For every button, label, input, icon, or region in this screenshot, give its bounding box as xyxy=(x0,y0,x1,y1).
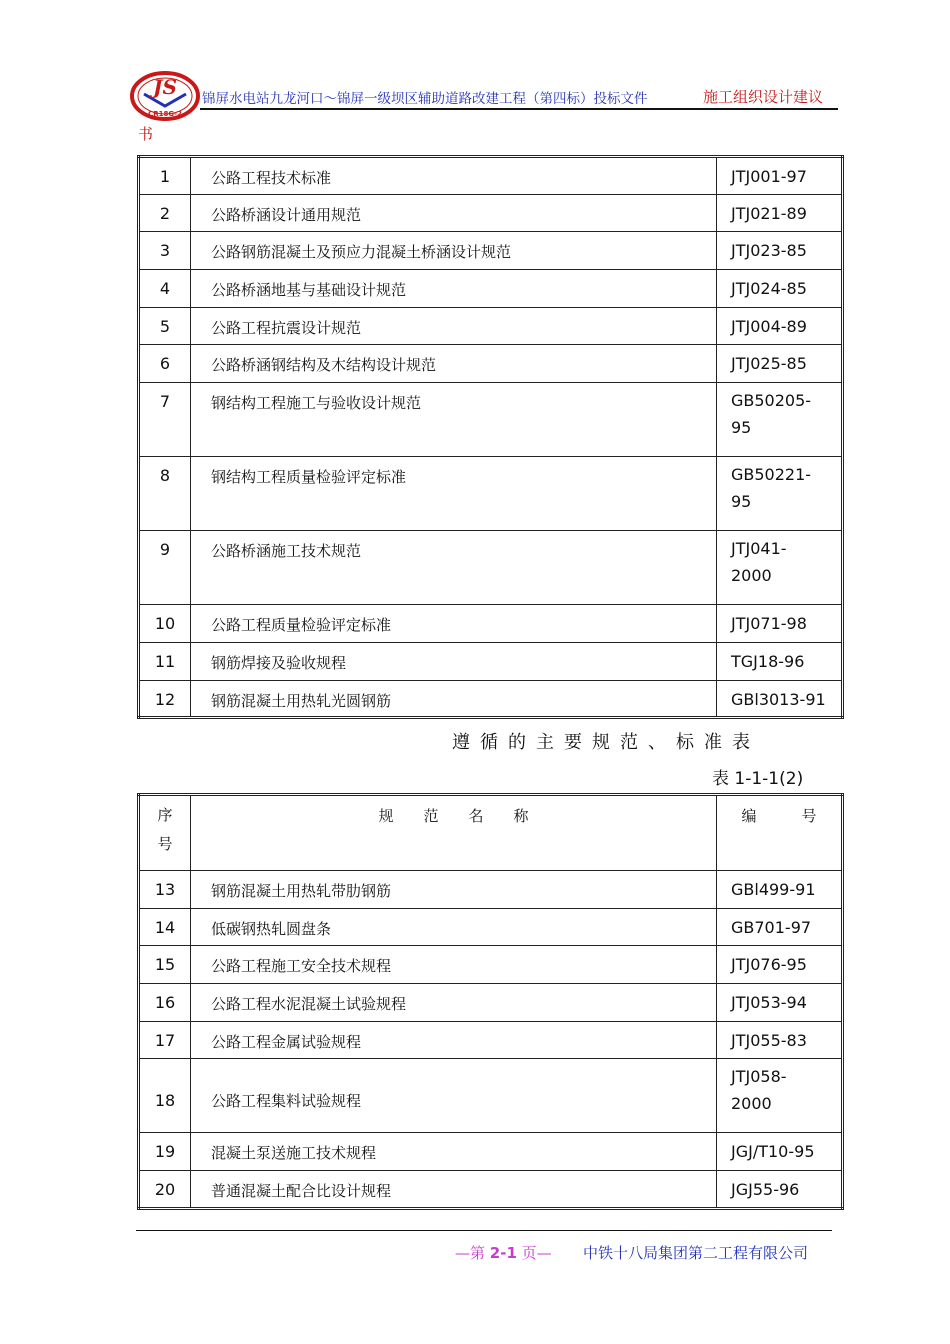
code-line: 95 xyxy=(731,418,752,438)
standard-name: 公路桥涵设计通用规范 xyxy=(191,194,717,232)
table-row xyxy=(139,946,843,984)
standard-code xyxy=(717,871,843,909)
code-line: GBl3013-91 xyxy=(731,689,826,709)
standard-code xyxy=(717,605,843,643)
code-line: JTJ004-89 xyxy=(731,316,807,336)
standard-code xyxy=(717,345,843,383)
row-number: 12 xyxy=(139,680,191,718)
standard-name: 公路工程技术标准 xyxy=(191,157,717,195)
table-row xyxy=(139,605,843,643)
header-no xyxy=(139,795,191,871)
standard-code xyxy=(717,232,843,270)
standard-code xyxy=(717,642,843,680)
code-line: 2000 xyxy=(731,1094,772,1114)
row-number: 14 xyxy=(139,908,191,946)
row-number: 4 xyxy=(139,270,191,308)
table-number: 表 1-1-1(2) xyxy=(712,769,804,789)
table-row xyxy=(139,383,843,457)
standard-name: 混凝土泵送施工技术规程 xyxy=(191,1133,717,1171)
footer-divider xyxy=(136,1230,832,1231)
standard-code xyxy=(717,307,843,345)
company-logo xyxy=(130,70,200,122)
standards-table-1 xyxy=(137,155,844,719)
standard-name: 公路工程抗震设计规范 xyxy=(191,307,717,345)
standard-code xyxy=(717,457,843,531)
code-line: GBl499-91 xyxy=(731,880,816,899)
row-number: 7 xyxy=(139,383,191,457)
standard-code xyxy=(717,1133,843,1171)
table-row xyxy=(139,1021,843,1059)
standard-name: 钢筋焊接及验收规程 xyxy=(191,642,717,680)
row-number: 9 xyxy=(139,531,191,605)
row-number: 11 xyxy=(139,642,191,680)
logo-text: JS xyxy=(153,75,177,99)
table-row xyxy=(139,232,843,270)
code-line: JGJ/T10-95 xyxy=(731,1142,815,1162)
standard-name: 公路钢筋混凝土及预应力混凝土桥涵设计规范 xyxy=(191,232,717,270)
page-suffix: 页— xyxy=(516,1244,552,1262)
code-line: JTJ024-85 xyxy=(731,279,807,299)
page-number xyxy=(455,1242,552,1263)
row-number: 17 xyxy=(139,1021,191,1059)
standard-code xyxy=(717,984,843,1022)
standard-name: 公路工程施工安全技术规程 xyxy=(191,946,717,984)
table-row xyxy=(139,1059,843,1133)
table-row xyxy=(139,157,843,195)
table-row xyxy=(139,871,843,909)
table-row xyxy=(139,1133,843,1171)
code-line: JTJ053-94 xyxy=(731,993,807,1013)
standard-name: 公路工程金属试验规程 xyxy=(191,1021,717,1059)
code-line: GB701-97 xyxy=(731,917,812,937)
standard-name: 钢结构工程施工与验收设计规范 xyxy=(191,383,717,457)
standard-code xyxy=(717,157,843,195)
code-line: JTJ058- xyxy=(731,1067,787,1087)
standard-code xyxy=(717,270,843,308)
row-number: 8 xyxy=(139,457,191,531)
row-number: 2 xyxy=(139,194,191,232)
logo-subtext: CR18G-2 xyxy=(148,110,182,118)
code-line: 95 xyxy=(731,492,752,512)
row-number: 3 xyxy=(139,232,191,270)
row-number: 13 xyxy=(139,871,191,909)
standard-name: 钢筋混凝土用热轧光圆钢筋 xyxy=(191,680,717,718)
standard-name: 公路桥涵施工技术规范 xyxy=(191,531,717,605)
document-type-continued: 书 xyxy=(138,125,154,143)
code-line: 2000 xyxy=(731,566,772,586)
standard-code xyxy=(717,1171,843,1209)
standards-table-2 xyxy=(137,793,844,1210)
standard-name: 公路工程质量检验评定标准 xyxy=(191,605,717,643)
standard-name: 钢筋混凝土用热轧带肋钢筋 xyxy=(191,871,717,909)
header-no-line1: 序 xyxy=(157,806,173,824)
standard-code xyxy=(717,1059,843,1133)
table-row xyxy=(139,270,843,308)
table-row xyxy=(139,984,843,1022)
row-number: 19 xyxy=(139,1133,191,1171)
standard-name: 公路工程水泥混凝土试验规程 xyxy=(191,984,717,1022)
code-line: JTJ076-95 xyxy=(731,955,807,975)
table-row xyxy=(139,531,843,605)
standard-code xyxy=(717,680,843,718)
code-line: JTJ055-83 xyxy=(731,1030,807,1050)
table-row xyxy=(139,194,843,232)
table-row xyxy=(139,908,843,946)
standard-code xyxy=(717,908,843,946)
code-line: JTJ001-97 xyxy=(731,167,807,186)
standard-name: 低碳钢热轧圆盘条 xyxy=(191,908,717,946)
code-line: JTJ041- xyxy=(731,539,787,559)
standard-code xyxy=(717,1021,843,1059)
code-line: JTJ021-89 xyxy=(731,203,807,223)
code-line: JTJ023-85 xyxy=(731,241,807,261)
row-number: 6 xyxy=(139,345,191,383)
header-divider xyxy=(200,108,838,110)
code-line: GB50205- xyxy=(731,391,812,411)
document-type: 施工组织设计建议 xyxy=(703,88,824,106)
standard-code xyxy=(717,531,843,605)
row-number: 16 xyxy=(139,984,191,1022)
code-line: JGJ55-96 xyxy=(731,1180,800,1200)
standard-name: 公路桥涵地基与基础设计规范 xyxy=(191,270,717,308)
standard-name: 钢结构工程质量检验评定标准 xyxy=(191,457,717,531)
row-number: 15 xyxy=(139,946,191,984)
row-number: 18 xyxy=(139,1059,191,1133)
company-name: 中铁十八局集团第二工程有限公司 xyxy=(583,1244,809,1262)
header-no-line2: 号 xyxy=(157,835,173,853)
standard-name: 普通混凝土配合比设计规程 xyxy=(191,1171,717,1209)
row-number: 5 xyxy=(139,307,191,345)
code-line: TGJ18-96 xyxy=(731,651,805,671)
table-row xyxy=(139,307,843,345)
table-title: 遵循的主要规范、标准表 xyxy=(452,732,760,753)
table-header-row xyxy=(139,795,843,871)
header-name: 规 范 名 称 xyxy=(191,795,717,871)
page-number-value: 2-1 xyxy=(489,1244,517,1262)
standard-code xyxy=(717,383,843,457)
code-line: GB50221- xyxy=(731,465,812,485)
project-title: 锦屏水电站九龙河口～锦屏一级坝区辅助道路改建工程（第四标）投标文件 xyxy=(202,91,648,107)
standard-code xyxy=(717,194,843,232)
row-number: 1 xyxy=(139,157,191,195)
table-row xyxy=(139,680,843,718)
table-row xyxy=(139,457,843,531)
standard-name: 公路桥涵钢结构及木结构设计规范 xyxy=(191,345,717,383)
table-row xyxy=(139,642,843,680)
code-line: JTJ071-98 xyxy=(731,614,807,634)
table-row xyxy=(139,345,843,383)
standard-code xyxy=(717,946,843,984)
row-number: 20 xyxy=(139,1171,191,1209)
header-code: 编 号 xyxy=(717,795,843,871)
page-prefix: —第 xyxy=(455,1244,490,1262)
table-row xyxy=(139,1171,843,1209)
row-number: 10 xyxy=(139,605,191,643)
code-line: JTJ025-85 xyxy=(731,354,807,374)
standard-name: 公路工程集料试验规程 xyxy=(191,1059,717,1133)
